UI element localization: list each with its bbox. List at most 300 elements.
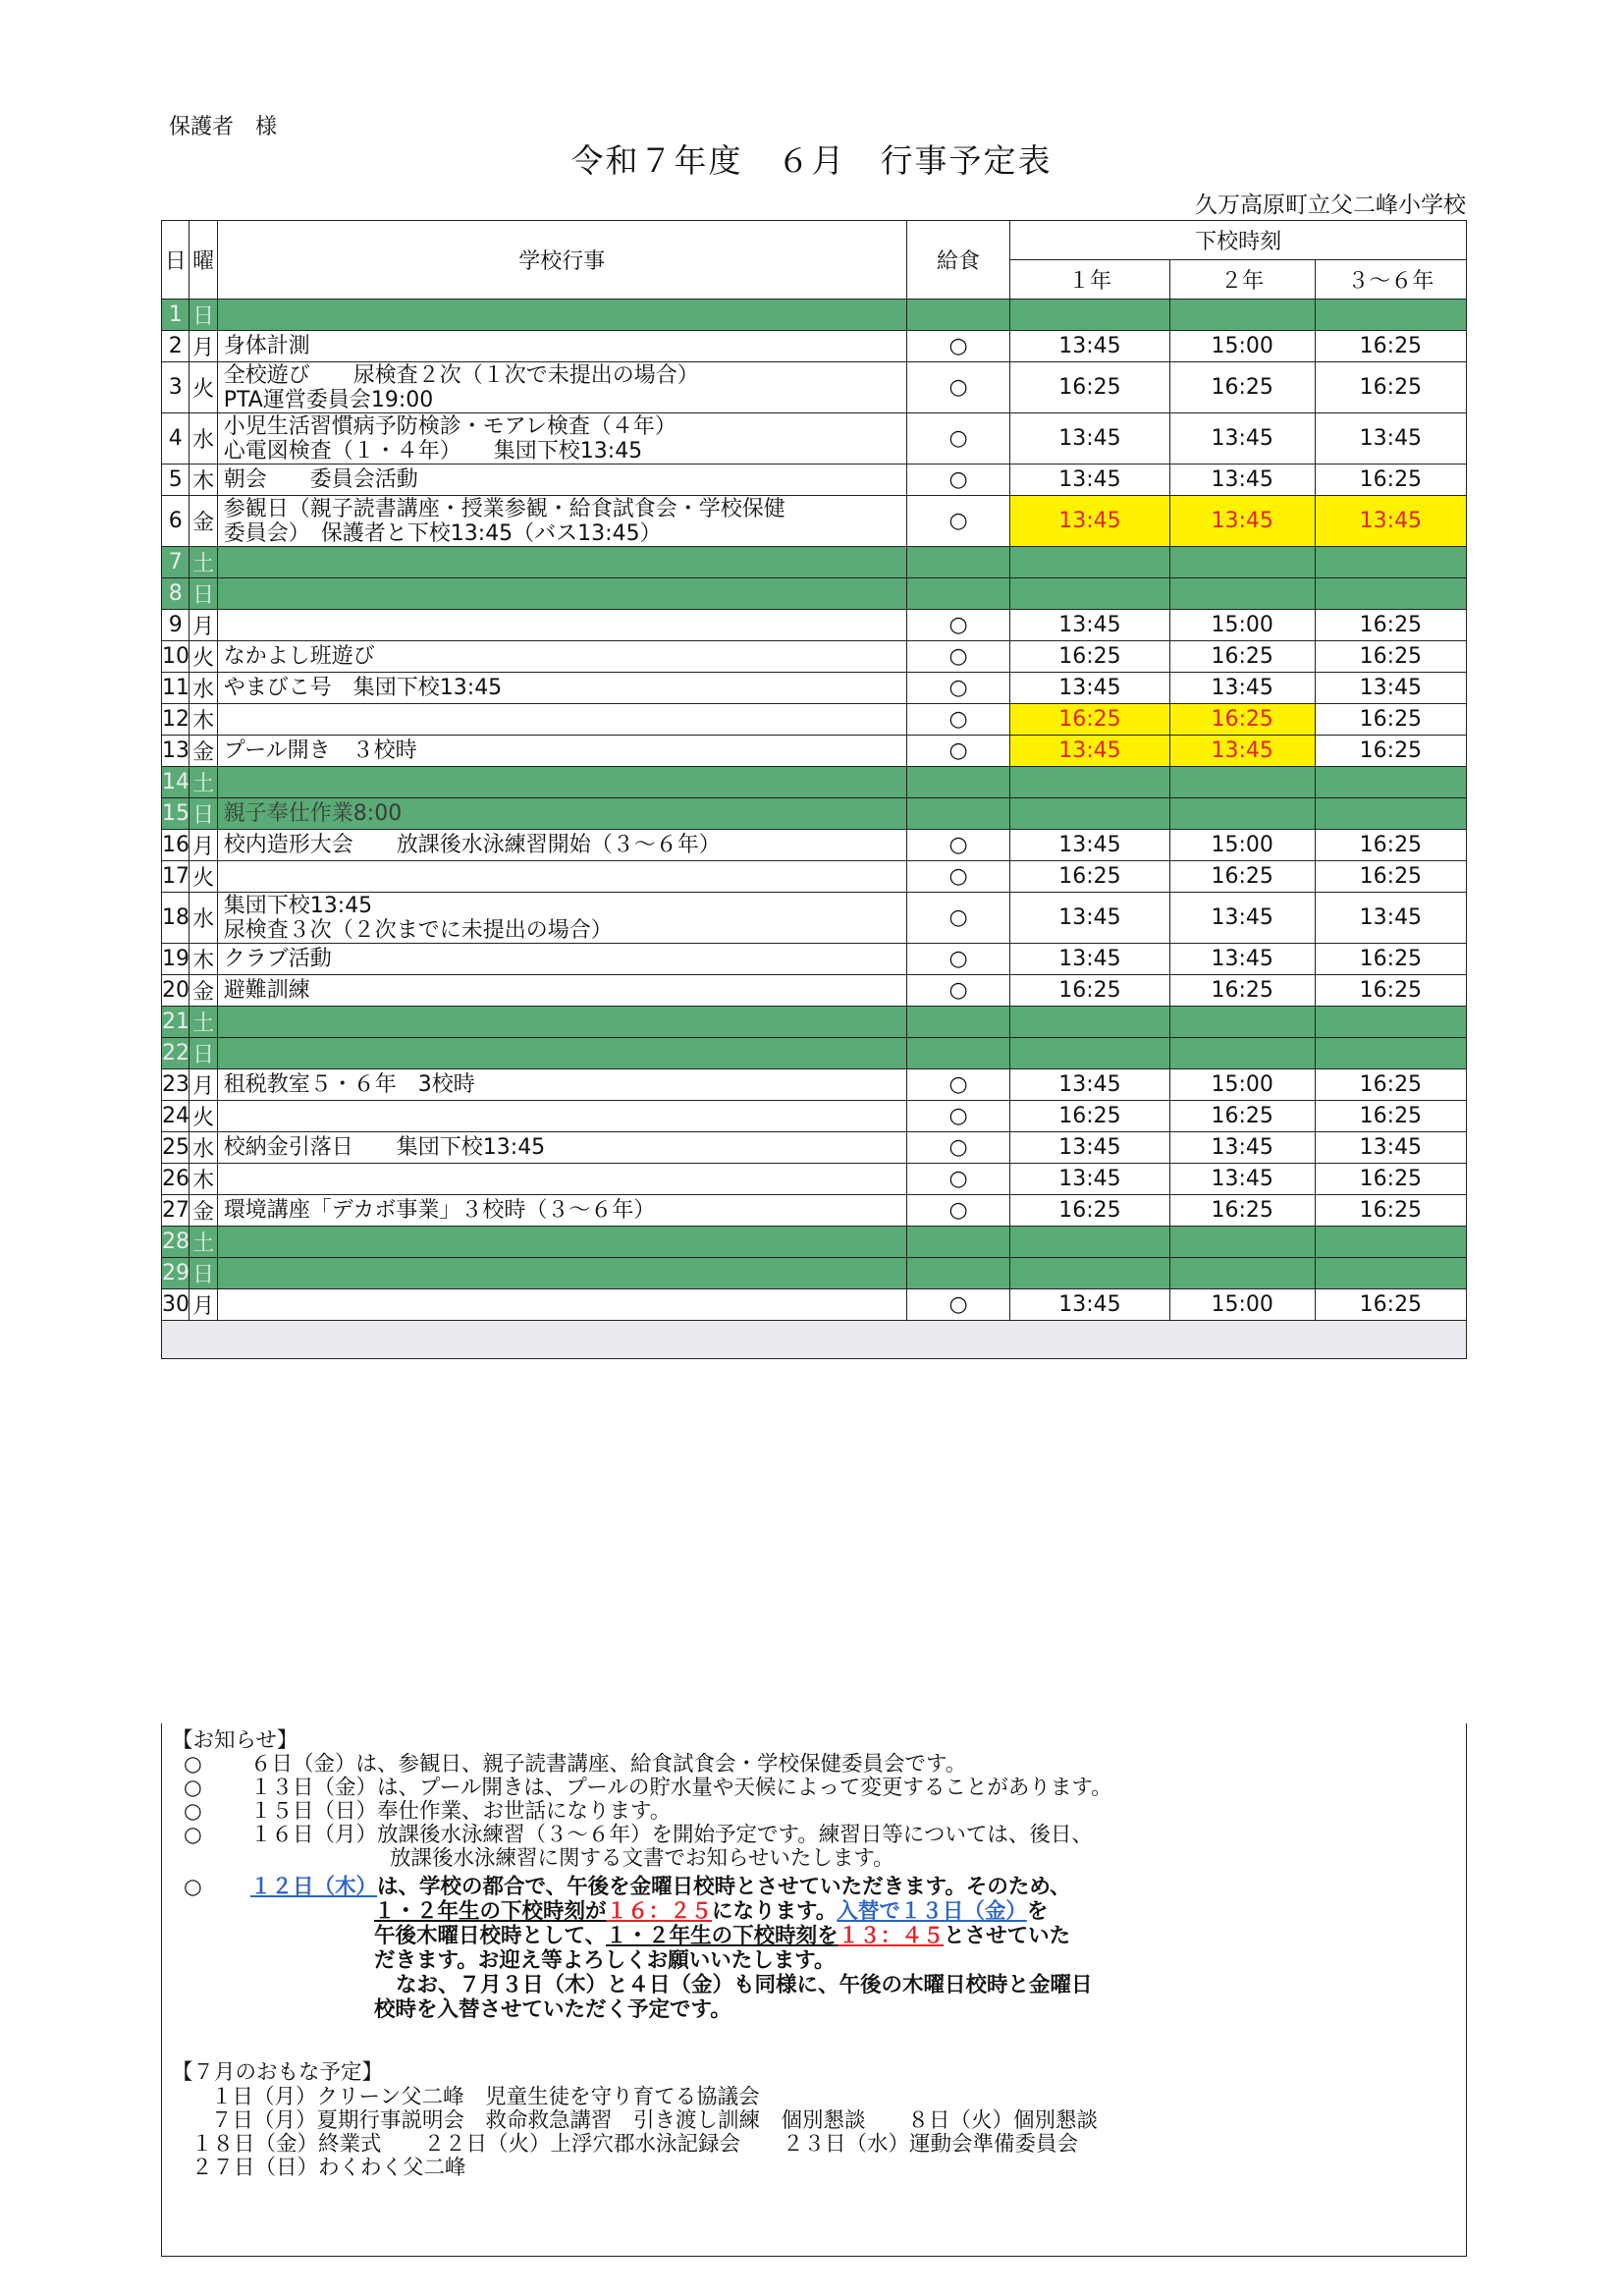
day-cell: 8: [162, 578, 189, 610]
event-line: 参観日（親子読書講座・授業参観・給食試食会・学校保健: [223, 496, 785, 521]
lunch-cell: ○: [906, 1195, 1010, 1227]
weekday-cell: 火: [189, 641, 217, 673]
weekday-cell: 木: [189, 704, 217, 736]
time-grade1: 16:25: [1010, 704, 1169, 736]
time-grade1: 16:25: [1010, 861, 1169, 893]
header-day: 日: [162, 221, 189, 300]
time-grade1: 13:45: [1010, 673, 1169, 704]
time-grade1: [1010, 1007, 1169, 1038]
weekday-cell: 木: [189, 1164, 217, 1195]
weekday-cell: 日: [189, 798, 217, 830]
july-line-2: ７日（月）夏期行事説明会 救命救急講習 引き渡し訓練 個別懇談 ８日（火）個別懇談: [211, 2108, 1099, 2133]
day-cell: 13: [162, 736, 189, 767]
time-grade1: 13:45: [1010, 610, 1169, 641]
weekday-cell: 金: [189, 975, 217, 1007]
lunch-cell: [906, 767, 1010, 798]
time-grade1: 16:25: [1010, 1101, 1169, 1132]
time-grade3-6: 13:45: [1315, 893, 1466, 944]
time-grade3-6: 16:25: [1315, 465, 1466, 496]
time-grade1: 16:25: [1010, 362, 1169, 413]
header-grade2: ２年: [1169, 260, 1315, 300]
notice-4a: １６日（月）放課後水泳練習（３～６年）を開始予定です。練習日等については、後日、: [250, 1823, 1093, 1847]
time-grade2: [1169, 300, 1315, 331]
time-grade2: 13:45: [1169, 1132, 1315, 1164]
table-row: [162, 1038, 1467, 1069]
time-grade3-6: [1315, 547, 1466, 578]
event-cell: [217, 465, 906, 496]
event-cell: [217, 704, 906, 736]
event-line: 心電図検査（１・４年） 集団下校13:45: [223, 438, 643, 464]
weekday-cell: 金: [189, 496, 217, 547]
day-cell: 20: [162, 975, 189, 1007]
time-grade1: 13:45: [1010, 496, 1169, 547]
day-cell: 28: [162, 1227, 189, 1258]
event-cell: [217, 1164, 906, 1195]
time-grade1: 13:45: [1010, 893, 1169, 944]
time-grade3-6: 16:25: [1315, 975, 1466, 1007]
day-cell: 5: [162, 465, 189, 496]
weekday-cell: 土: [189, 767, 217, 798]
time-grade2: 16:25: [1169, 975, 1315, 1007]
time-grade2: [1169, 578, 1315, 610]
july-heading: 【７月のおもな予定】: [172, 2060, 384, 2085]
event-line: 避難訓練: [223, 978, 310, 1003]
table-row: [162, 331, 1467, 362]
table-row: [162, 1258, 1467, 1289]
lunch-cell: [906, 1227, 1010, 1258]
table-row: [162, 1007, 1467, 1038]
event-line: PTA運営委員会19:00: [223, 387, 434, 412]
event-line: 委員会） 保護者と下校13:45（バス13:45）: [223, 520, 662, 546]
time-grade3-6: 13:45: [1315, 1132, 1466, 1164]
time-grade2: 16:25: [1169, 1195, 1315, 1227]
july-line-4: ２７日（日）わくわく父二峰: [191, 2156, 466, 2180]
page-title: 令和７年度 ６月 行事予定表: [570, 141, 1053, 180]
time-grade2: 16:25: [1169, 641, 1315, 673]
time-grade1: [1010, 1038, 1169, 1069]
time-grade1: [1010, 300, 1169, 331]
time-grade1: 13:45: [1010, 944, 1169, 975]
weekday-cell: 月: [189, 610, 217, 641]
lunch-cell: [906, 1038, 1010, 1069]
table-row: [162, 673, 1467, 704]
day-cell: 11: [162, 673, 189, 704]
time-grade3-6: [1315, 1007, 1466, 1038]
lunch-cell: ○: [906, 1132, 1010, 1164]
lunch-cell: ○: [906, 944, 1010, 975]
weekday-cell: 土: [189, 1227, 217, 1258]
event-line: やまびこ号 集団下校13:45: [223, 676, 503, 700]
day-cell: 18: [162, 893, 189, 944]
event-line: 全校遊び 尿検査２次（１次で未提出の場合）: [223, 362, 699, 388]
day-cell: 2: [162, 331, 189, 362]
time-grade2: 13:45: [1169, 413, 1315, 465]
event-cell: [217, 736, 906, 767]
event-line: 校納金引落日 集団下校13:45: [223, 1135, 546, 1160]
table-row: [162, 798, 1467, 830]
event-cell: [217, 893, 906, 944]
time-grade2: 13:45: [1169, 673, 1315, 704]
event-cell: [217, 496, 906, 547]
event-cell: [217, 1069, 906, 1101]
notice-bullet: ○: [184, 1875, 202, 1899]
weekday-cell: 日: [189, 1038, 217, 1069]
lunch-cell: ○: [906, 641, 1010, 673]
notice-bullet: ○: [184, 1823, 202, 1847]
table-row: [162, 1195, 1467, 1227]
time-grade2: [1169, 767, 1315, 798]
time-grade3-6: 16:25: [1315, 1164, 1466, 1195]
time-grade2: 13:45: [1169, 944, 1315, 975]
day-cell: 10: [162, 641, 189, 673]
time-grade3-6: 16:25: [1315, 1195, 1466, 1227]
weekday-cell: 日: [189, 578, 217, 610]
table-row: [162, 610, 1467, 641]
day-cell: 6: [162, 496, 189, 547]
lunch-cell: ○: [906, 362, 1010, 413]
lunch-cell: ○: [906, 861, 1010, 893]
time-grade1: 13:45: [1010, 331, 1169, 362]
table-row: [162, 1289, 1467, 1321]
addressee: 保護者 様: [169, 115, 278, 139]
notice-3: １５日（日）奉仕作業、お世話になります。: [250, 1799, 672, 1824]
lunch-cell: ○: [906, 331, 1010, 362]
event-cell: [217, 798, 906, 830]
event-line: 租税教室５・６年 3校時: [223, 1072, 475, 1097]
day-cell: 16: [162, 830, 189, 861]
table-row: [162, 830, 1467, 861]
time-grade2: 16:25: [1169, 861, 1315, 893]
day-cell: 19: [162, 944, 189, 975]
time-grade1: 13:45: [1010, 413, 1169, 465]
weekday-cell: 土: [189, 547, 217, 578]
event-cell: [217, 331, 906, 362]
time-grade3-6: [1315, 798, 1466, 830]
table-row: [162, 704, 1467, 736]
lunch-cell: ○: [906, 496, 1010, 547]
lunch-cell: ○: [906, 610, 1010, 641]
event-cell: [217, 641, 906, 673]
weekday-cell: 金: [189, 1195, 217, 1227]
notice-5b-swap: 入替で１３日（金）: [837, 1899, 1027, 1924]
event-line: 集団下校13:45: [223, 893, 373, 918]
time-grade3-6: 16:25: [1315, 331, 1466, 362]
time-grade1: [1010, 547, 1169, 578]
time-grade1: [1010, 1258, 1169, 1289]
time-grade2: 13:45: [1169, 893, 1315, 944]
weekday-cell: 木: [189, 944, 217, 975]
weekday-cell: 金: [189, 736, 217, 767]
day-cell: 1: [162, 300, 189, 331]
weekday-cell: 土: [189, 1007, 217, 1038]
time-grade1: 16:25: [1010, 1195, 1169, 1227]
event-line: 親子奉仕作業8:00: [223, 801, 403, 826]
notice-5a-text: は、学校の都合で、午後を金曜日校時とさせていただきます。そのため、: [377, 1875, 1071, 1899]
time-grade1: 13:45: [1010, 1132, 1169, 1164]
weekday-cell: 月: [189, 1069, 217, 1101]
time-grade2: 15:00: [1169, 1069, 1315, 1101]
weekday-cell: 月: [189, 331, 217, 362]
table-row: [162, 767, 1467, 798]
time-grade2: 16:25: [1169, 1101, 1315, 1132]
event-line: 小児生活習慣病予防検診・モアレ検査（４年）: [223, 413, 676, 439]
time-grade2: [1169, 547, 1315, 578]
event-cell: [217, 547, 906, 578]
table-row: [162, 496, 1467, 547]
table-row: [162, 300, 1467, 331]
day-cell: 7: [162, 547, 189, 578]
lunch-cell: ○: [906, 1101, 1010, 1132]
notice-5b-time: １６：２５: [606, 1899, 713, 1924]
weekday-cell: 木: [189, 465, 217, 496]
day-cell: 9: [162, 610, 189, 641]
header-dismissal: 下校時刻: [1010, 221, 1467, 260]
lunch-cell: [906, 798, 1010, 830]
time-grade1: 13:45: [1010, 736, 1169, 767]
event-cell: [217, 830, 906, 861]
notice-5-date: １２日（木）: [250, 1875, 378, 1899]
event-line: 校内造形大会 放課後水泳練習開始（３～６年）: [223, 833, 721, 857]
event-cell: [217, 1258, 906, 1289]
time-grade2: 13:45: [1169, 465, 1315, 496]
time-grade1: 16:25: [1010, 641, 1169, 673]
time-grade3-6: [1315, 578, 1466, 610]
time-grade2: [1169, 1258, 1315, 1289]
notice-5a: [250, 1876, 1071, 1899]
lunch-cell: ○: [906, 1164, 1010, 1195]
header-event: 学校行事: [217, 221, 906, 300]
lunch-cell: [906, 547, 1010, 578]
lunch-cell: ○: [906, 704, 1010, 736]
notice-bullet: ○: [184, 1776, 202, 1800]
time-grade1: [1010, 1227, 1169, 1258]
lunch-cell: [906, 300, 1010, 331]
time-grade1: 13:45: [1010, 465, 1169, 496]
event-cell: [217, 861, 906, 893]
event-line: プール開き ３校時: [223, 738, 417, 763]
notices-box: [161, 1723, 1467, 2257]
time-grade3-6: [1315, 1227, 1466, 1258]
lunch-cell: ○: [906, 413, 1010, 465]
time-grade3-6: 13:45: [1315, 413, 1466, 465]
time-grade2: 16:25: [1169, 704, 1315, 736]
event-cell: [217, 1132, 906, 1164]
table-row: [162, 578, 1467, 610]
notice-5d: だきます。お迎え等よろしくお願いいたします。: [374, 1948, 836, 1973]
table-end-row: [162, 1321, 1467, 1359]
notice-bullet: ○: [184, 1752, 202, 1777]
school-name: 久万高原町立父二峰小学校: [1195, 192, 1466, 218]
notice-5c-text3: とさせていた: [944, 1924, 1071, 1948]
notice-5e: なお、７月３日（木）と４日（金）も同様に、午後の木曜日校時と金曜日: [396, 1973, 1093, 1997]
schedule-table: [161, 220, 1467, 1359]
weekday-cell: 日: [189, 1258, 217, 1289]
event-line: 環境講座「デカボ事業」３校時（３～６年）: [223, 1198, 656, 1223]
time-grade1: 16:25: [1010, 975, 1169, 1007]
notice-5b-text2: になります。: [712, 1899, 838, 1924]
time-grade3-6: 16:25: [1315, 704, 1466, 736]
event-cell: [217, 610, 906, 641]
event-cell: [217, 578, 906, 610]
weekday-cell: 日: [189, 300, 217, 331]
weekday-cell: 水: [189, 1132, 217, 1164]
time-grade3-6: 16:25: [1315, 944, 1466, 975]
notice-1: ６日（金）は、参観日、親子読書講座、給食試食会・学校保健委員会です。: [250, 1752, 967, 1777]
lunch-cell: ○: [906, 736, 1010, 767]
notice-5c-time: １３：４５: [838, 1924, 945, 1948]
time-grade2: [1169, 1227, 1315, 1258]
day-cell: 22: [162, 1038, 189, 1069]
table-row: [162, 1069, 1467, 1101]
table-row: [162, 547, 1467, 578]
time-grade3-6: 16:25: [1315, 641, 1466, 673]
weekday-cell: 火: [189, 861, 217, 893]
notice-5c-text2: １・２年生の下校時刻を: [606, 1924, 839, 1948]
time-grade2: 15:00: [1169, 830, 1315, 861]
time-grade2: 13:45: [1169, 736, 1315, 767]
notice-5c: [374, 1925, 1070, 1948]
day-cell: 25: [162, 1132, 189, 1164]
event-cell: [217, 362, 906, 413]
time-grade1: 13:45: [1010, 1164, 1169, 1195]
weekday-cell: 月: [189, 830, 217, 861]
weekday-cell: 水: [189, 673, 217, 704]
table-row: [162, 893, 1467, 944]
table-row: [162, 1164, 1467, 1195]
time-grade2: 15:00: [1169, 1289, 1315, 1321]
day-cell: 29: [162, 1258, 189, 1289]
day-cell: 24: [162, 1101, 189, 1132]
day-cell: 17: [162, 861, 189, 893]
time-grade1: 13:45: [1010, 830, 1169, 861]
event-cell: [217, 1101, 906, 1132]
july-line-1: １日（月）クリーン父二峰 児童生徒を守り育てる協議会: [211, 2085, 760, 2109]
header-grade3-6: ３～６年: [1315, 260, 1466, 300]
time-grade3-6: 16:25: [1315, 362, 1466, 413]
time-grade2: 13:45: [1169, 1164, 1315, 1195]
time-grade1: [1010, 767, 1169, 798]
day-cell: 26: [162, 1164, 189, 1195]
table-row: [162, 465, 1467, 496]
day-cell: 23: [162, 1069, 189, 1101]
notice-4b: 放課後水泳練習に関する文書でお知らせいたします。: [390, 1846, 894, 1871]
day-cell: 27: [162, 1195, 189, 1227]
lunch-cell: [906, 578, 1010, 610]
weekday-cell: 火: [189, 1101, 217, 1132]
table-row: [162, 1101, 1467, 1132]
time-grade3-6: 16:25: [1315, 1101, 1466, 1132]
day-cell: 21: [162, 1007, 189, 1038]
table-row: [162, 1132, 1467, 1164]
weekday-cell: 月: [189, 1289, 217, 1321]
notice-5f: 校時を入替させていただく予定です。: [374, 1997, 731, 2022]
lunch-cell: ○: [906, 893, 1010, 944]
event-line: 身体計測: [223, 334, 310, 358]
notice-5b-text3: を: [1026, 1899, 1049, 1924]
time-grade3-6: 13:45: [1315, 673, 1466, 704]
time-grade3-6: 16:25: [1315, 610, 1466, 641]
notice-bullet: ○: [184, 1799, 202, 1824]
table-row: [162, 362, 1467, 413]
time-grade1: 13:45: [1010, 1289, 1169, 1321]
day-cell: 15: [162, 798, 189, 830]
event-line: 朝会 委員会活動: [223, 467, 418, 492]
lunch-cell: ○: [906, 1289, 1010, 1321]
time-grade2: 16:25: [1169, 362, 1315, 413]
notice-5c-text1: 午後木曜日校時として、: [374, 1924, 607, 1948]
weekday-cell: 水: [189, 893, 217, 944]
weekday-cell: 水: [189, 413, 217, 465]
time-grade3-6: 16:25: [1315, 861, 1466, 893]
lunch-cell: [906, 1258, 1010, 1289]
header-weekday: 曜: [189, 221, 217, 300]
time-grade1: [1010, 798, 1169, 830]
day-cell: 3: [162, 362, 189, 413]
notice-2: １３日（金）は、プール開きは、プールの貯水量や天候によって変更することがあります。: [250, 1776, 1112, 1800]
table-row: [162, 641, 1467, 673]
event-cell: [217, 944, 906, 975]
time-grade3-6: 16:25: [1315, 736, 1466, 767]
header-grade1: １年: [1010, 260, 1169, 300]
time-grade3-6: 16:25: [1315, 1289, 1466, 1321]
time-grade3-6: [1315, 767, 1466, 798]
table-end-cell: [162, 1321, 1467, 1359]
day-cell: 12: [162, 704, 189, 736]
time-grade2: [1169, 1007, 1315, 1038]
notice-5b: [374, 1900, 1048, 1924]
time-grade1: 13:45: [1010, 1069, 1169, 1101]
event-cell: [217, 1007, 906, 1038]
time-grade2: 13:45: [1169, 496, 1315, 547]
time-grade3-6: [1315, 300, 1466, 331]
event-cell: [217, 975, 906, 1007]
schedule-body: [162, 300, 1467, 1359]
time-grade2: 15:00: [1169, 331, 1315, 362]
time-grade3-6: 13:45: [1315, 496, 1466, 547]
table-row: [162, 1227, 1467, 1258]
event-cell: [217, 1289, 906, 1321]
event-cell: [217, 1038, 906, 1069]
notices-heading: 【お知らせ】: [172, 1728, 298, 1753]
day-cell: 4: [162, 413, 189, 465]
time-grade3-6: [1315, 1038, 1466, 1069]
time-grade2: [1169, 1038, 1315, 1069]
event-line: 尿検査３次（２次までに未提出の場合）: [223, 917, 613, 943]
table-row: [162, 861, 1467, 893]
event-cell: [217, 300, 906, 331]
time-grade3-6: 16:25: [1315, 830, 1466, 861]
day-cell: 14: [162, 767, 189, 798]
table-row: [162, 736, 1467, 767]
weekday-cell: 火: [189, 362, 217, 413]
lunch-cell: ○: [906, 1069, 1010, 1101]
event-cell: [217, 767, 906, 798]
time-grade3-6: [1315, 1258, 1466, 1289]
time-grade2: 15:00: [1169, 610, 1315, 641]
day-cell: 30: [162, 1289, 189, 1321]
notice-5b-text1: １・２年生の下校時刻が: [374, 1899, 607, 1924]
table-row: [162, 944, 1467, 975]
table-row: [162, 975, 1467, 1007]
header-lunch: 給食: [906, 221, 1010, 300]
lunch-cell: ○: [906, 673, 1010, 704]
event-cell: [217, 1195, 906, 1227]
table-row: [162, 413, 1467, 465]
event-cell: [217, 1227, 906, 1258]
lunch-cell: [906, 1007, 1010, 1038]
event-line: なかよし班遊び: [223, 644, 375, 669]
lunch-cell: ○: [906, 830, 1010, 861]
